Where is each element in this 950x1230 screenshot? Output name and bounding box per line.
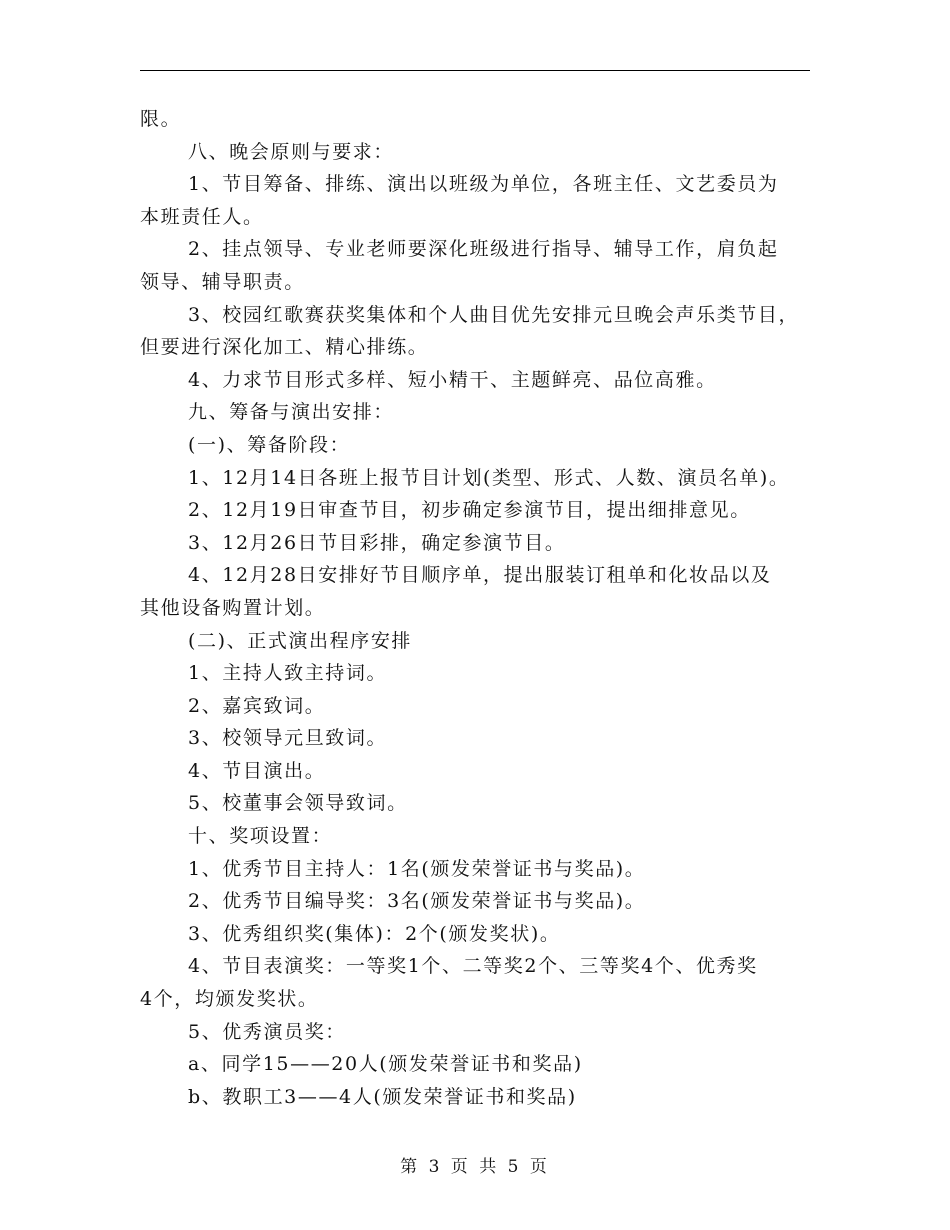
page-number-footer: 第 3 页 共 5 页 <box>400 1157 550 1177</box>
text-line: 4个，均颁发奖状。 <box>140 988 319 1011</box>
text-line: 2、嘉宾致词。 <box>188 694 326 717</box>
text-line: 3、校领导元旦致词。 <box>188 727 388 750</box>
text-line: 3、优秀组织奖(集体)：2个(颁发奖状)。 <box>188 922 561 945</box>
text-line: 4、节目表演奖：一等奖1个、二等奖2个、三等奖4个、优秀奖 <box>188 955 758 978</box>
text-line: 5、校董事会领导致词。 <box>188 792 408 815</box>
text-line: 2、12月19日审查节目，初步确定参演节目，提出细排意见。 <box>188 499 751 522</box>
text-line: 九、筹备与演出安排： <box>188 401 395 424</box>
text-line: 本班责任人。 <box>140 205 264 228</box>
text-line: (一)、筹备阶段： <box>188 433 351 456</box>
text-line: 3、12月26日节目彩排，确定参演节目。 <box>188 531 566 554</box>
text-line: a、同学15——20人(颁发荣誉证书和奖品) <box>188 1053 583 1076</box>
text-line: 1、节目筹备、排练、演出以班级为单位，各班主任、文艺委员为 <box>188 173 779 196</box>
text-line: (二)、正式演出程序安排 <box>188 629 413 652</box>
text-line: 限。 <box>140 108 182 130</box>
text-line: 领导、辅导职责。 <box>140 270 305 293</box>
text-line: 2、挂点领导、专业老师要深化班级进行指导、辅导工作，肩负起 <box>188 238 779 261</box>
text-line: 4、力求节目形式多样、短小精干、主题鲜亮、品位高雅。 <box>188 368 717 391</box>
text-line: 八、晚会原则与要求： <box>188 140 395 163</box>
text-line: 十、奖项设置： <box>188 825 333 848</box>
header-rule <box>140 70 810 71</box>
text-line: 1、12月14日各班上报节目计划(类型、形式、人数、演员名单)。 <box>188 466 790 489</box>
text-line: 2、优秀节目编导奖：3名(颁发荣誉证书与奖品)。 <box>188 890 646 913</box>
text-line: 其他设备购置计划。 <box>140 596 326 619</box>
text-line: 3、校园红歌赛获奖集体和个人曲目优先安排元旦晚会声乐类节目， <box>188 303 800 326</box>
text-line: 4、节目演出。 <box>188 759 326 782</box>
text-line: 5、优秀演员奖： <box>188 1020 346 1043</box>
document-body <box>140 103 815 1113</box>
text-line: b、教职工3——4人(颁发荣誉证书和奖品) <box>188 1085 577 1108</box>
text-line: 4、12月28日安排好节目顺序单，提出服装订租单和化妆品以及 <box>188 564 772 587</box>
text-line: 1、主持人致主持词。 <box>188 662 388 685</box>
text-line: 1、优秀节目主持人：1名(颁发荣誉证书与奖品)。 <box>188 857 646 880</box>
text-line: 但要进行深化加工、精心排练。 <box>140 336 429 359</box>
